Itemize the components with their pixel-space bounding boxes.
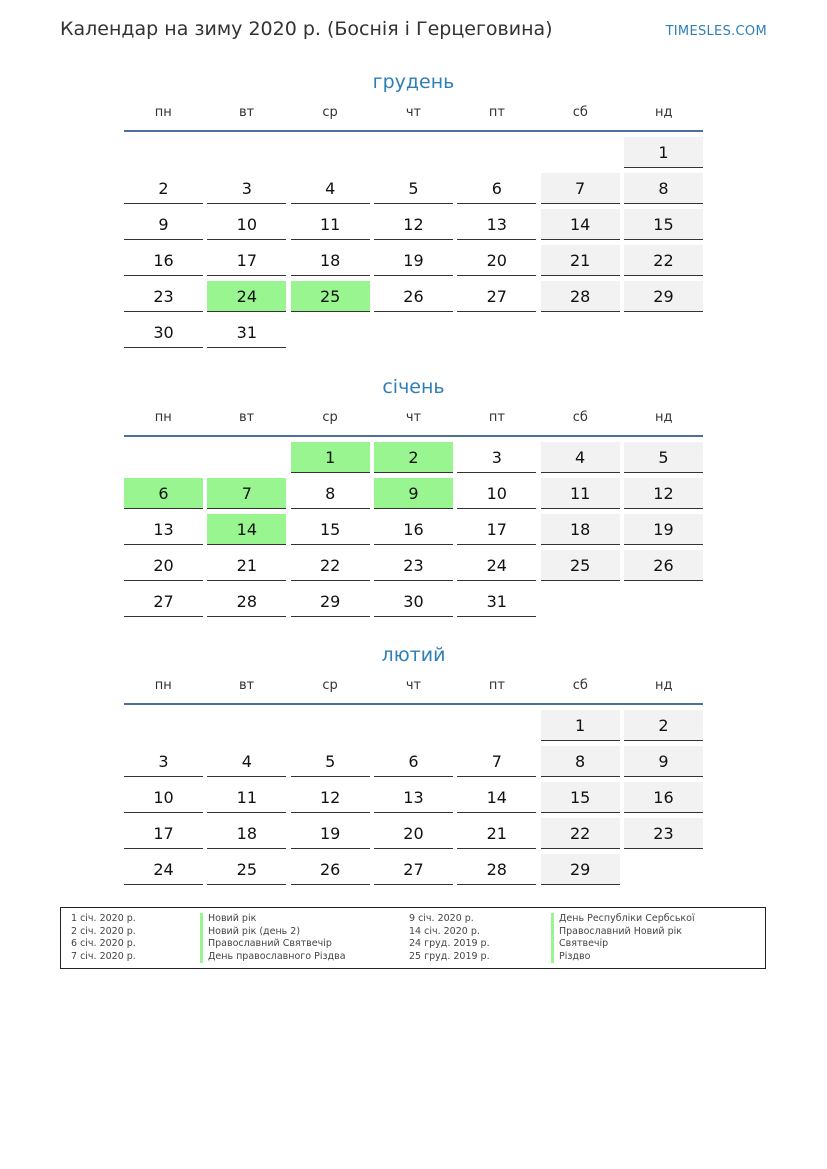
day-cell: 23 xyxy=(374,550,453,581)
day-cell: 20 xyxy=(374,818,453,849)
legend-holiday-date: 9 січ. 2020 р. xyxy=(409,913,474,924)
day-cell: 16 xyxy=(124,245,203,276)
legend-names-right xyxy=(551,913,695,963)
weekday-label: вт xyxy=(239,410,255,425)
weekday-label: нд xyxy=(654,678,673,693)
empty-cell xyxy=(457,710,536,741)
site-link[interactable]: TIMESLES.COM xyxy=(665,24,767,39)
day-cell: 27 xyxy=(374,854,453,885)
day-grid xyxy=(124,137,703,348)
weekday-label: пн xyxy=(154,105,172,120)
day-cell: 14 xyxy=(207,514,286,545)
month-february xyxy=(124,641,703,885)
day-cell: 5 xyxy=(624,442,703,473)
day-grid xyxy=(124,710,703,885)
day-cell: 19 xyxy=(291,818,370,849)
month-name: січень xyxy=(382,376,445,398)
weekday-label: чт xyxy=(405,678,422,693)
day-cell: 12 xyxy=(624,478,703,509)
day-cell: 18 xyxy=(207,818,286,849)
legend-holiday-date: 25 груд. 2019 р. xyxy=(409,950,490,962)
day-cell: 16 xyxy=(374,514,453,545)
legend-holiday-name: День Республіки Сербської xyxy=(551,913,695,926)
empty-cell xyxy=(207,137,286,168)
weekday-label: ср xyxy=(322,105,338,120)
weekday-label: пн xyxy=(154,678,172,693)
day-cell: 18 xyxy=(291,245,370,276)
day-cell: 30 xyxy=(374,586,453,617)
legend-holiday-date: 2 січ. 2020 р. xyxy=(71,925,136,937)
holiday-legend xyxy=(60,907,766,969)
month-name: грудень xyxy=(372,71,455,93)
day-cell: 21 xyxy=(457,818,536,849)
weekday-header xyxy=(124,409,703,435)
day-cell: 12 xyxy=(374,209,453,240)
day-cell: 2 xyxy=(374,442,453,473)
day-cell: 3 xyxy=(457,442,536,473)
legend-dates-left xyxy=(71,913,136,963)
legend-names-left xyxy=(200,913,346,963)
day-cell: 9 xyxy=(374,478,453,509)
weekday-label: сб xyxy=(572,410,588,425)
day-cell: 14 xyxy=(541,209,620,240)
day-cell: 11 xyxy=(291,209,370,240)
day-cell: 29 xyxy=(624,281,703,312)
day-cell: 3 xyxy=(207,173,286,204)
legend-holiday-name: Новий рік (день 2) xyxy=(200,926,346,939)
day-cell: 15 xyxy=(541,782,620,813)
month-december xyxy=(124,68,703,348)
day-cell: 1 xyxy=(541,710,620,741)
weekday-label: ср xyxy=(322,678,338,693)
day-cell: 22 xyxy=(624,245,703,276)
day-cell: 16 xyxy=(624,782,703,813)
day-cell: 9 xyxy=(124,209,203,240)
day-grid xyxy=(124,442,703,617)
empty-cell xyxy=(124,710,203,741)
empty-cell xyxy=(541,137,620,168)
day-cell: 28 xyxy=(541,281,620,312)
page-title: Календар на зиму 2020 р. (Боснія і Герцеговина) xyxy=(60,18,553,40)
month-divider xyxy=(124,703,703,705)
day-cell: 4 xyxy=(291,173,370,204)
legend-holiday-date: 14 січ. 2020 р. xyxy=(409,925,480,937)
day-cell: 17 xyxy=(457,514,536,545)
day-cell: 26 xyxy=(624,550,703,581)
weekday-label: нд xyxy=(654,410,673,425)
weekday-header xyxy=(124,677,703,703)
day-cell: 7 xyxy=(457,746,536,777)
legend-holiday-date: 7 січ. 2020 р. xyxy=(71,950,136,962)
legend-holiday-date: 1 січ. 2020 р. xyxy=(71,913,136,924)
legend-holiday-name: Святвечір xyxy=(551,938,695,951)
day-cell: 25 xyxy=(541,550,620,581)
weekday-label: вт xyxy=(239,105,255,120)
weekday-label: пн xyxy=(154,410,172,425)
day-cell: 12 xyxy=(291,782,370,813)
day-cell: 10 xyxy=(207,209,286,240)
day-cell: 28 xyxy=(207,586,286,617)
weekday-label: пт xyxy=(488,105,505,120)
day-cell: 24 xyxy=(207,281,286,312)
day-cell: 23 xyxy=(124,281,203,312)
month-divider xyxy=(124,130,703,132)
empty-cell xyxy=(457,137,536,168)
legend-holiday-date: 6 січ. 2020 р. xyxy=(71,938,136,949)
day-cell: 9 xyxy=(624,746,703,777)
day-cell: 2 xyxy=(624,710,703,741)
empty-cell xyxy=(207,442,286,473)
day-cell: 5 xyxy=(291,746,370,777)
day-cell: 8 xyxy=(291,478,370,509)
day-cell: 7 xyxy=(207,478,286,509)
day-cell: 13 xyxy=(124,514,203,545)
day-cell: 4 xyxy=(541,442,620,473)
weekday-label: сб xyxy=(572,105,588,120)
day-cell: 26 xyxy=(291,854,370,885)
day-cell: 29 xyxy=(291,586,370,617)
day-cell: 1 xyxy=(291,442,370,473)
day-cell: 6 xyxy=(124,478,203,509)
day-cell: 24 xyxy=(457,550,536,581)
day-cell: 30 xyxy=(124,317,203,348)
day-cell: 25 xyxy=(291,281,370,312)
day-cell: 28 xyxy=(457,854,536,885)
day-cell: 31 xyxy=(457,586,536,617)
day-cell: 27 xyxy=(457,281,536,312)
empty-cell xyxy=(124,442,203,473)
day-cell: 29 xyxy=(541,854,620,885)
day-cell: 24 xyxy=(124,854,203,885)
day-cell: 25 xyxy=(207,854,286,885)
weekday-label: пт xyxy=(488,678,505,693)
empty-cell xyxy=(291,137,370,168)
day-cell: 2 xyxy=(124,173,203,204)
legend-holiday-date: 24 груд. 2019 р. xyxy=(409,938,490,949)
day-cell: 23 xyxy=(624,818,703,849)
day-cell: 10 xyxy=(457,478,536,509)
day-cell: 17 xyxy=(207,245,286,276)
month-name: лютий xyxy=(381,644,446,666)
day-cell: 22 xyxy=(541,818,620,849)
day-cell: 20 xyxy=(457,245,536,276)
day-cell: 13 xyxy=(374,782,453,813)
weekday-label: ср xyxy=(322,410,338,425)
day-cell: 11 xyxy=(207,782,286,813)
day-cell: 15 xyxy=(291,514,370,545)
day-cell: 11 xyxy=(541,478,620,509)
empty-cell xyxy=(374,137,453,168)
day-cell: 15 xyxy=(624,209,703,240)
weekday-label: вт xyxy=(239,678,255,693)
day-cell: 6 xyxy=(374,746,453,777)
weekday-label: пт xyxy=(488,410,505,425)
empty-cell xyxy=(207,710,286,741)
day-cell: 19 xyxy=(624,514,703,545)
day-cell: 5 xyxy=(374,173,453,204)
day-cell: 31 xyxy=(207,317,286,348)
day-cell: 4 xyxy=(207,746,286,777)
month-january xyxy=(124,373,703,617)
legend-holiday-name: Різдво xyxy=(551,951,695,964)
day-cell: 27 xyxy=(124,586,203,617)
weekday-header xyxy=(124,104,703,130)
day-cell: 3 xyxy=(124,746,203,777)
empty-cell xyxy=(124,137,203,168)
day-cell: 21 xyxy=(541,245,620,276)
empty-cell xyxy=(374,710,453,741)
legend-holiday-name: Православний Святвечір xyxy=(200,938,346,951)
day-cell: 19 xyxy=(374,245,453,276)
empty-cell xyxy=(291,710,370,741)
month-divider xyxy=(124,435,703,437)
weekday-label: сб xyxy=(572,678,588,693)
legend-holiday-name: Православний Новий рік xyxy=(551,926,695,939)
day-cell: 20 xyxy=(124,550,203,581)
legend-holiday-name: Новий рік xyxy=(200,913,346,926)
weekday-label: нд xyxy=(654,105,673,120)
day-cell: 26 xyxy=(374,281,453,312)
day-cell: 6 xyxy=(457,173,536,204)
day-cell: 14 xyxy=(457,782,536,813)
day-cell: 8 xyxy=(541,746,620,777)
legend-holiday-name: День православного Різдва xyxy=(200,951,346,964)
day-cell: 18 xyxy=(541,514,620,545)
day-cell: 10 xyxy=(124,782,203,813)
day-cell: 22 xyxy=(291,550,370,581)
legend-dates-right xyxy=(409,913,490,963)
weekday-label: чт xyxy=(405,105,422,120)
weekday-label: чт xyxy=(405,410,422,425)
day-cell: 8 xyxy=(624,173,703,204)
day-cell: 1 xyxy=(624,137,703,168)
day-cell: 13 xyxy=(457,209,536,240)
day-cell: 7 xyxy=(541,173,620,204)
day-cell: 17 xyxy=(124,818,203,849)
day-cell: 21 xyxy=(207,550,286,581)
